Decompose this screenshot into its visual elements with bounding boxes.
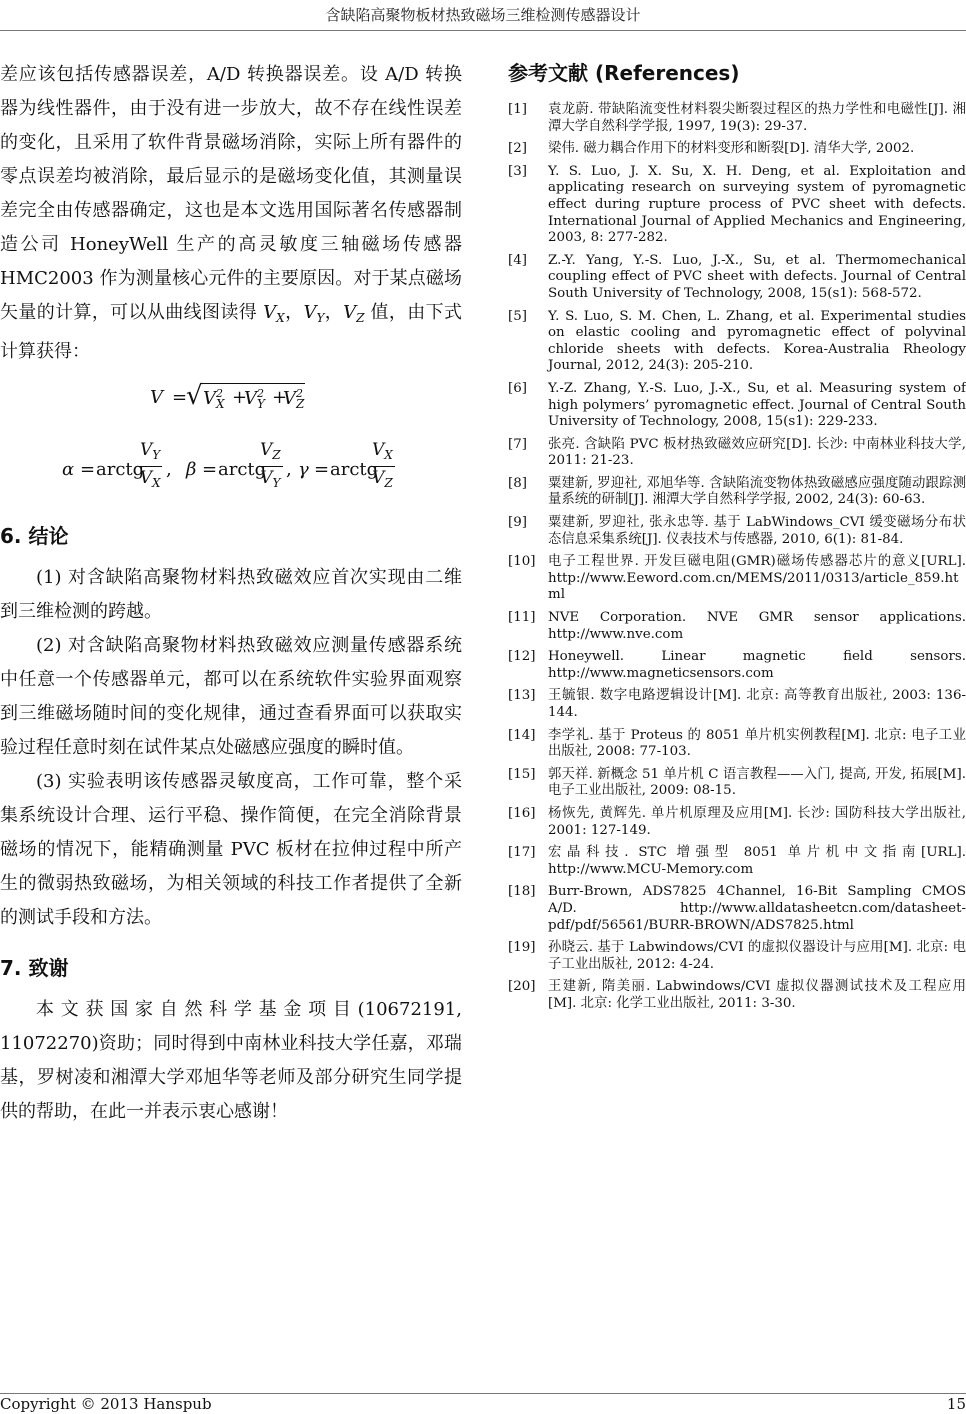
reference-text: NVE Corporation. NVE GMR sensor applications. http://www.nve.com (548, 610, 966, 642)
reference-number: [9] (508, 515, 527, 531)
footer-rule (0, 1393, 966, 1394)
sqrt-bar (201, 383, 305, 384)
formula-comma: , (166, 459, 172, 480)
beta-symbol: β (186, 459, 197, 480)
reference-number: [1] (508, 102, 527, 117)
arctg-label: arctg (330, 459, 379, 480)
running-header: 含缺陷高聚物板材热致磁场三维检测传感器设计 (325, 6, 641, 24)
fraction-vx-vz: $\frac{V_X}{V_Z}$ (372, 440, 393, 490)
reference-item (508, 381, 966, 431)
reference-item (508, 141, 966, 158)
reference-number: [15] (508, 766, 536, 782)
reference-text: 粟建新, 罗迎社, 邓旭华等. 含缺陷流变物体热致磁感应强度随动跟踪测量系统的研制[J]. 湘潭大学自然科学学报, 2002, 24(3): 60-63. (548, 475, 966, 508)
reference-text: 郭天祥. 新概念 51 单片机 C 语言教程——入门, 提高, 开发, 拓展[M]. 电子工业出版社, 2009: 08-15. (548, 766, 966, 799)
reference-item (508, 253, 966, 303)
reference-item (508, 476, 966, 509)
reference-text: 袁龙蔚. 带缺陷流变性材料裂尖断裂过程区的热力学性和电磁性[J]. 湘潭大学自然科学学报, 1997, 19(3): 29-37. (548, 102, 966, 134)
var-vx: V (263, 302, 277, 323)
body-paragraph (0, 58, 462, 369)
formula-vx: $V^2_X$ (203, 387, 225, 411)
reference-item (508, 437, 966, 470)
reference-text: Honeywell. Linear magnetic field sensors. http://www.magneticsensors.com (548, 649, 966, 681)
reference-text: 杨恢先, 黄辉先. 单片机原理及应用[M]. 长沙: 国防科技大学出版社, 2001: 127-149. (548, 805, 966, 838)
arctg-label: arctg (218, 459, 267, 480)
reference-text: 宏晶科技. STC 增强型 8051 单片机中文指南[URL]. http://www.MCU-Memory.com (548, 845, 966, 877)
references-heading: 参考文献 (References) (508, 61, 740, 85)
reference-number: [12] (508, 649, 536, 665)
reference-item (508, 940, 966, 973)
reference-number: [16] (508, 805, 536, 821)
reference-text: 王建新, 隋美丽. Labwindows/CVI 虚拟仪器测试技术及工程应用[M]. 北京: 化学工业出版社, 2011: 3-30. (548, 979, 966, 1011)
reference-number: [20] (508, 979, 536, 995)
reference-text: 王毓银. 数字电路逻辑设计[M]. 北京: 高等教育出版社, 2003: 136-144. (548, 688, 966, 720)
reference-number: [2] (508, 141, 527, 157)
reference-text: 李学礼. 基于 Proteus 的 8051 单片机实例教程[M]. 北京: 电子工业出版社, 2008: 77-103. (548, 727, 966, 760)
reference-item (508, 845, 966, 878)
reference-number: [5] (508, 308, 527, 324)
var-vy: V (303, 302, 317, 323)
reference-item (508, 164, 966, 247)
formula-vy: $V^2_Y$ (244, 387, 265, 411)
reference-number: [13] (508, 688, 536, 704)
reference-item (508, 554, 966, 604)
reference-text: Y. S. Luo, J. X. Su, X. H. Deng, et al. Exploitation and applicating research on surveying system of pyromagnetic effect during rupture process of PVC sheet with defects. International Journal of Applied Mechanics and Engineering, 2003, 8: 277-282. (548, 163, 966, 246)
reference-text: Y.-Z. Zhang, Y.-S. Luo, J.-X., Su, et al. Measuring system of high polymers’ pyromagnetic effect. Journal of Central South University of Technology, 2008, 15(s1): 229-233. (548, 380, 966, 430)
formula-plus: + (272, 387, 288, 408)
reference-text: 电子工程世界. 开发巨磁电阻(GMR)磁场传感器芯片的意义[URL]. http://www.Eeword.com.cn/MEMS/2011/0313/article_859.html (548, 554, 966, 603)
var-vz: V (343, 302, 357, 323)
section-heading-conclusion: 6. 结论 (0, 524, 69, 548)
left-column (0, 58, 462, 1129)
copyright-notice: Copyright © 2013 Hanspub (0, 1395, 212, 1413)
reference-item (508, 767, 966, 800)
reference-item (508, 610, 966, 643)
conclusion-item-3: (3) 实验表明该传感器灵敏度高，工作可靠，整个采集系统设计合理、运行平稳、操作简便，在完全消除背景磁场的情况下，能精确测量 PVC 板材在拉伸过程中所产生的微弱热致磁场，为相关领域的科技工作者提供了全新的测试手段和方法。 (0, 771, 462, 928)
reference-item (508, 884, 966, 934)
formula-equals: = (172, 387, 188, 408)
formula-v: V (150, 387, 163, 408)
formula-comma: , (286, 459, 292, 480)
arctg-label: arctg (96, 459, 145, 480)
acknowledgement-text: 本文获国家自然科学基金项目(10672191, 11072270)资助；同时得到中南林业科技大学任嘉，邓瑞基，罗树凌和湘潭大学邓旭华等老师及部分研究生同学提供的帮助，在此一并表示衷心感谢！ (0, 999, 462, 1122)
conclusion-item-2: (2) 对含缺陷高聚物材料热致磁效应测量传感器系统中任意一个传感器单元，都可以在系统软件实验界面观察到三维磁场随时间的变化规律，通过查看界面可以获取实验过程任意时刻在试件某点处磁感应强度的瞬时值。 (0, 635, 462, 758)
gamma-symbol: γ (298, 459, 309, 480)
right-column (508, 58, 966, 1019)
reference-number: [4] (508, 252, 527, 268)
reference-text: Y. S. Luo, S. M. Chen, L. Zhang, et al. Experimental studies on elastic cooling and pyromagnetic effect of polyvinal chloride sheets with defects. Korea-Australia Rheology Journal, 2012, 24(3): 205-210. (548, 308, 966, 374)
formula-vz: $V^2_Z$ (283, 387, 305, 411)
reference-item (508, 309, 966, 375)
var-vx-sub: X (276, 311, 285, 325)
reference-item (508, 688, 966, 721)
reference-number: [8] (508, 475, 527, 491)
reference-number: [17] (508, 845, 536, 861)
reference-text: Z.-Y. Yang, Y.-S. Luo, J.-X., Su, et al. Thermomechanical coupling effect of PVC sheet with defects. Journal of Central South University of Technology, 2008, 15(s1): 568-572. (548, 252, 966, 301)
conclusion-item-1: (1) 对含缺陷高聚物材料热致磁效应首次实现由二维到三维检测的跨越。 (0, 567, 462, 622)
header-rule (0, 30, 966, 31)
page-number: 15 (946, 1395, 966, 1413)
reference-number: [14] (508, 727, 536, 743)
reference-text: 张亮. 含缺陷 PVC 板材热致磁效应研究[D]. 长沙: 中南林业科技大学, 2011: 21-23. (548, 436, 966, 469)
reference-text: Burr-Brown, ADS7825 4Channel, 16-Bit Sampling CMOS A/D. http://www.alldatasheetcn.com/datasheet-pdf/pdf/56561/BURR-BROWN/ADS7825.html (548, 884, 966, 933)
fraction-vy-vx: $\frac{V_Y}{V_X}$ (139, 440, 161, 490)
alpha-symbol: α (62, 459, 75, 480)
reference-item (508, 979, 966, 1012)
reference-number: [3] (508, 163, 527, 179)
reference-text: 粟建新, 罗迎社, 张永忠等. 基于 LabWindows_CVI 缓变磁场分布状态信息采集系统[J]. 仪表技术与传感器, 2010, 6(1): 81-84. (548, 515, 966, 547)
fraction-vz-vy: $\frac{V_Z}{V_Y}$ (260, 440, 281, 490)
angle-formulas (0, 437, 462, 507)
reference-number: [6] (508, 380, 527, 396)
reference-text: 孙晓云. 基于 Labwindows/CVI 的虚拟仪器设计与应用[M]. 北京: 电子工业出版社, 2012: 4-24. (548, 940, 966, 972)
var-vz-sub: Z (356, 311, 365, 325)
section-heading-acknowledgement: 7. 致谢 (0, 956, 69, 980)
reference-item (508, 102, 966, 135)
reference-number: [11] (508, 610, 536, 626)
reference-number: [7] (508, 436, 527, 452)
separator: ， (324, 302, 344, 323)
paragraph-text: 值，由下式计算获得： (0, 302, 462, 362)
sqrt-sign: √ (186, 381, 203, 411)
formula-plus: + (232, 387, 248, 408)
reference-item (508, 806, 966, 839)
reference-text: 梁伟. 磁力耦合作用下的材料变形和断裂[D]. 清华大学, 2002. (548, 141, 915, 157)
formula-equals: = (314, 459, 330, 480)
formula-equals: = (80, 459, 96, 480)
formula-equals: = (202, 459, 218, 480)
reference-item (508, 728, 966, 761)
reference-list (508, 102, 966, 1013)
reference-item (508, 515, 966, 548)
var-vy-sub: Y (316, 311, 325, 325)
reference-number: [18] (508, 884, 536, 900)
separator: ， (284, 302, 304, 323)
paragraph-text: 差应该包括传感器误差，A/D 转换器误差。设 A/D 转换器为线性器件，由于没有进一步放大，故不存在线性误差的变化，且采用了软件背景磁场消除，实际上所有器件的零点误差均被消除，最后显示的是磁场变化值，其测量误差完全由传感器确定，这也是本文选用国际著名传感器制造公司 HoneyWell 生产的高灵敏度三轴磁场传感器 HMC2003 作为测量核心元件的主要原因。对于某点磁场矢量的计算，可以从曲线图读得 (0, 64, 462, 323)
magnitude-formula (0, 373, 462, 431)
reference-number: [19] (508, 940, 536, 956)
reference-item (508, 649, 966, 682)
reference-number: [10] (508, 554, 536, 570)
